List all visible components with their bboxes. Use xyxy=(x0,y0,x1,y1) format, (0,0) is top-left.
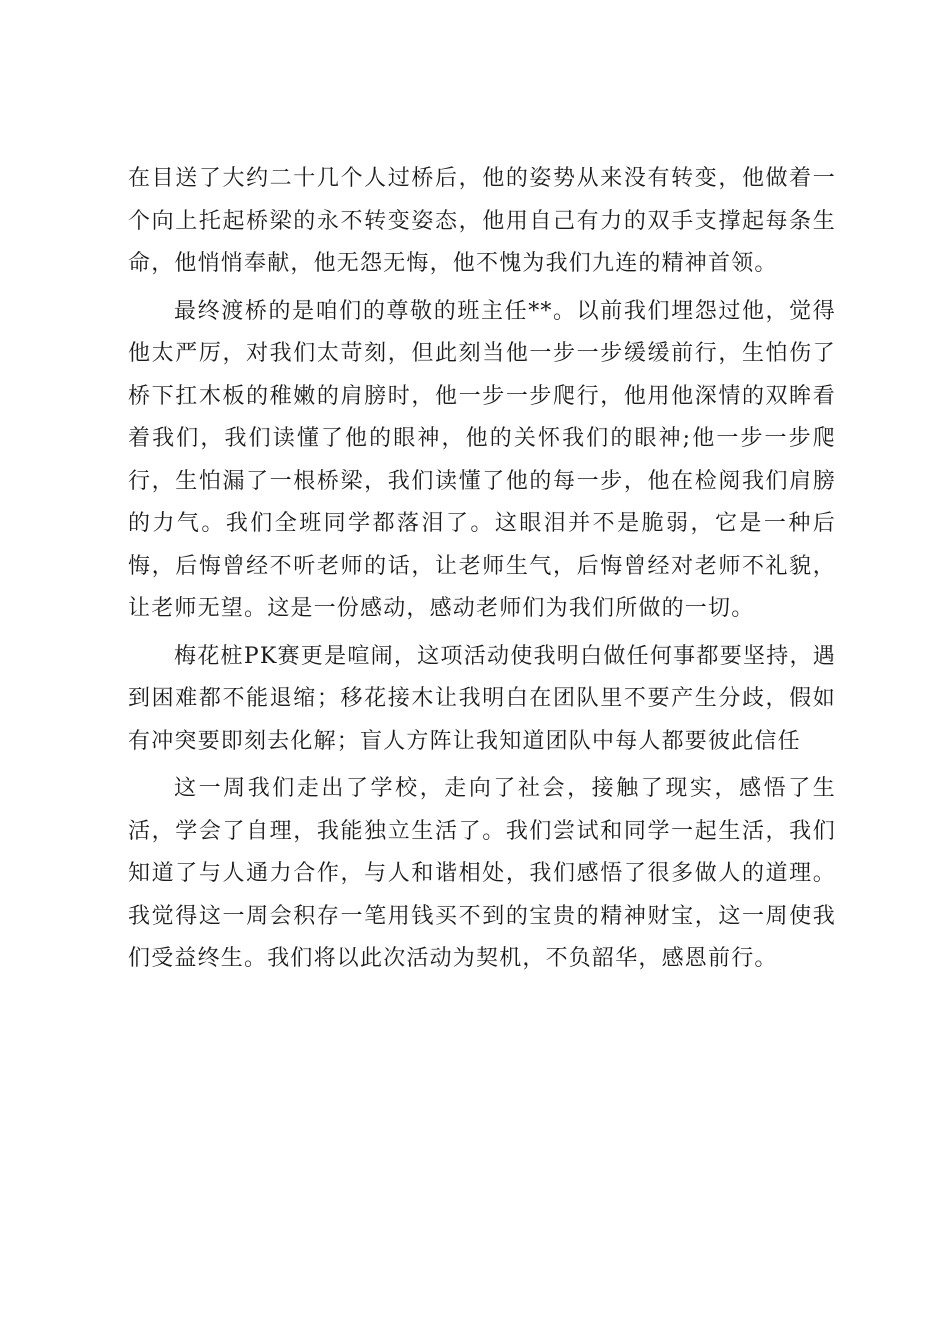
paragraph-3: 梅花桩PK赛更是喧闹，这项活动使我明白做任何事都要坚持，遇到困难都不能退缩；移花接木让我明白在团队里不要产生分歧，假如有冲突要即刻去化解；盲人方阵让我知道团队中每人都要彼此信任 xyxy=(128,643,836,754)
paragraph-1: 在目送了大约二十几个人过桥后，他的姿势从来没有转变，他做着一个向上托起桥梁的永不转变姿态，他用自己有力的双手支撑起每条生命，他悄悄奉献，他无怨无悔，他不愧为我们九连的精神首领。 xyxy=(128,166,836,276)
paragraph-4: 这一周我们走出了学校，走向了社会，接触了现实，感悟了生活，学会了自理，我能独立生活了。我们尝试和同学一起生活，我们知道了与人通力合作，与人和谐相处，我们感悟了很多做人的道理。我觉得这一周会积存一笔用钱买不到的宝贵的精神财宝，这一周使我们受益终生。我们将以此次活动为契机，不负韶华，感恩前行。 xyxy=(128,776,836,971)
document-body xyxy=(128,158,836,986)
paragraph-2: 最终渡桥的是咱们的尊敬的班主任**。以前我们埋怨过他，觉得他太严厉，对我们太苛刻，但此刻当他一步一步缓缓前行，生怕伤了桥下扛木板的稚嫩的肩膀时，他一步一步爬行，他用他深情的双眸看着我们，我们读懂了他的眼神，他的关怀我们的眼神;他一步一步爬行，生怕漏了一根桥梁，我们读懂了他的每一步，他在检阅我们肩膀的力气。我们全班同学都落泪了。这眼泪并不是脆弱，它是一种后悔，后悔曾经不听老师的话，让老师生气，后悔曾经对老师不礼貌，让老师无望。这是一份感动，感动老师们为我们所做的一切。 xyxy=(128,298,836,621)
